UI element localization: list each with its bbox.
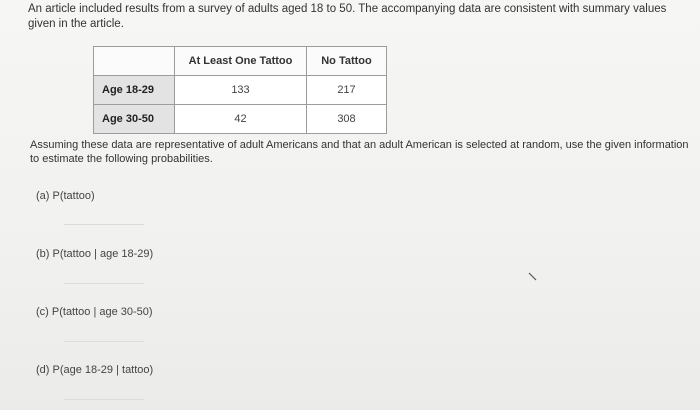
assumption-text: Assuming these data are representative of adult Americans and that an adult American is selected at random, use the given information to estimate the following probabilities. — [30, 139, 689, 165]
table-row — [94, 76, 387, 105]
tattoo-data-table — [93, 46, 387, 134]
table-corner — [94, 47, 175, 76]
part-a-label: (a) P(tattoo) — [36, 190, 95, 202]
intro-text: An article included results from a survey of adults aged 18 to 50. The accompanying data are consistent with summary values given in the article. — [28, 3, 667, 30]
part-b-label: (b) P(tattoo | age 18-29) — [36, 248, 154, 260]
table-cell: 217 — [307, 76, 387, 105]
part-b-answer-line — [64, 283, 144, 284]
table-cell: 133 — [175, 76, 307, 105]
part-d-answer-line — [64, 399, 144, 400]
part-d-label: (d) P(age 18-29 | tattoo) — [36, 364, 154, 376]
stray-mark-icon — [528, 272, 538, 282]
row-header-age-30-50: Age 30-50 — [94, 105, 175, 134]
table-row — [94, 105, 387, 134]
part-a-answer-input[interactable] — [62, 208, 150, 228]
part-c-answer-line — [64, 341, 144, 342]
table-header-row — [94, 47, 387, 76]
part-a-answer-line — [64, 224, 144, 225]
column-header-no-tattoo: No Tattoo — [307, 47, 387, 76]
row-header-age-18-29: Age 18-29 — [94, 76, 175, 105]
column-header-tattoo: At Least One Tattoo — [175, 47, 307, 76]
part-c-label: (c) P(tattoo | age 30-50) — [36, 306, 153, 318]
table-cell: 308 — [307, 105, 387, 134]
table-cell: 42 — [175, 105, 307, 134]
